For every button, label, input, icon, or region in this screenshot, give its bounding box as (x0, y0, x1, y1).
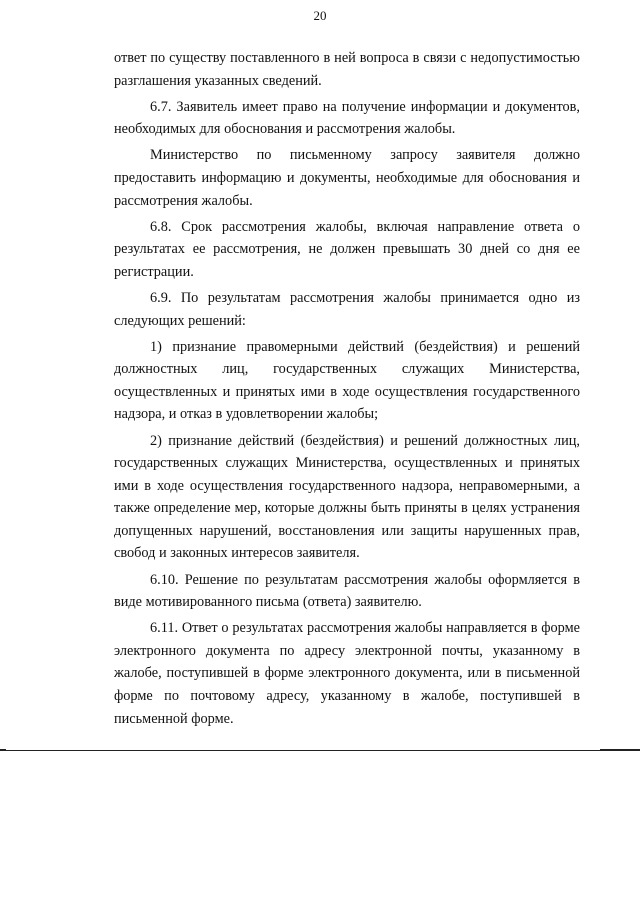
paragraph-6-7: 6.7. Заявитель имеет право на получение информации и документов, необходимых для обоснования и рассмотрения жалобы. (114, 98, 580, 138)
paragraph-decision-2: 2) признание действий (бездействия) и решений должностных лиц, государственных служащих Министерства, осуществленных и принятых ими в ходе осуществления государственного надзора, неправомерными, а также определение мер, которые должны быть приняты в целях устранения допущенных нарушений, восстановления или защиты нарушенных прав, свобод и законных интересов заявителя. (114, 432, 580, 562)
page-number: 20 (313, 8, 327, 23)
footer-divider (0, 750, 640, 751)
document-body (114, 47, 580, 734)
paragraph-6-9: 6.9. По результатам рассмотрения жалобы принимается одно из следующих решений: (114, 289, 580, 329)
paragraph-6-10: 6.10. Решение по результатам рассмотрения жалобы оформляется в виде мотивированного письма (ответа) заявителю. (114, 571, 580, 611)
paragraph-ministry-request: Министерство по письменному запросу заявителя должно предоставить информацию и документы, необходимые для обоснования и рассмотрения жалобы. (114, 147, 580, 209)
paragraph-6-8: 6.8. Срок рассмотрения жалобы, включая направление ответа о результатах ее рассмотрения, не должен превышать 30 дней со дня ее регистрации. (114, 218, 580, 280)
footer-divider-right-mark (600, 749, 640, 751)
paragraph-6-11: 6.11. Ответ о результатах рассмотрения жалобы направляется в форме электронного документа по адресу электронной почты, указанному в жалобе, поступившей в форме электронного документа, или в письменной форме по почтовому адресу, указанному в жалобе, поступившей в письменной форме. (114, 620, 580, 727)
paragraph-decision-1: 1) признание правомерными действий (бездействия) и решений должностных лиц, государственных служащих Министерства, осуществленных и принятых ими в ходе осуществления государственного надзора, и отказ в удовлетворении жалобы; (114, 338, 580, 423)
footer-divider-left-mark (0, 749, 6, 751)
paragraph-continuation: ответ по существу поставленного в ней вопроса в связи с недопустимостью разглашения указанных сведений. (114, 50, 580, 89)
